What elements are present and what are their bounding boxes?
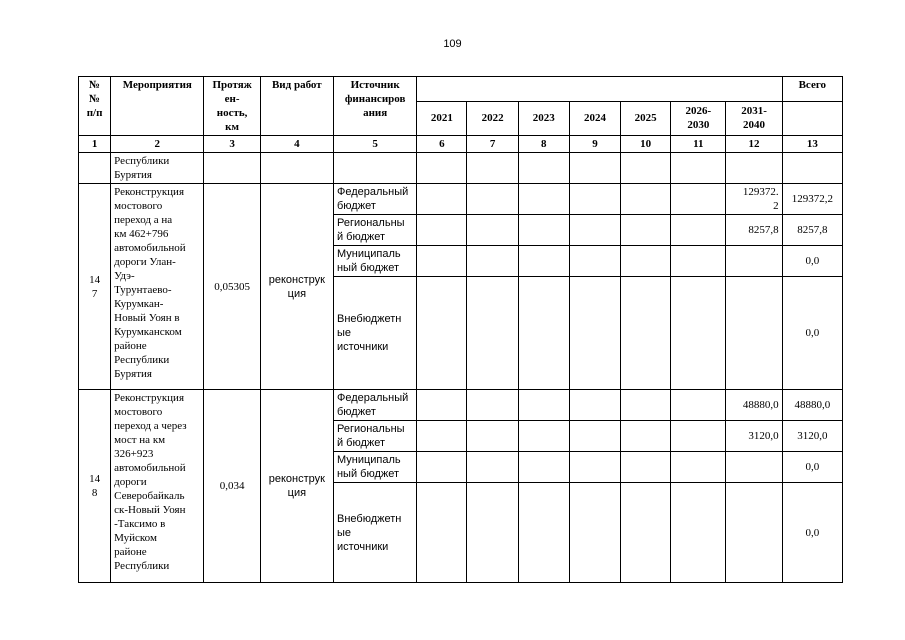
column-number: 4 [260,136,333,153]
header-funding-source: Источник финансиров ания [333,77,416,136]
table-row [79,184,843,215]
funding-source: Региональны й бюджет [333,421,416,452]
project-number: 14 8 [79,390,111,583]
value-2031-2040: 8257,8 [726,215,782,246]
column-number: 7 [467,136,518,153]
column-number: 1 [79,136,111,153]
continuation-text: Республики Бурятия [111,153,204,184]
header-measures: Мероприятия [111,77,204,136]
project-length: 0,034 [204,390,260,583]
column-number: 6 [417,136,467,153]
column-number: 11 [671,136,726,153]
project-number: 14 7 [79,184,111,390]
value-total: 0,0 [782,483,842,583]
financing-table [78,76,843,583]
value-total: 0,0 [782,246,842,277]
project-name: Реконструкция мостового переход а через мост на км 326+923 автомобильной дороги Северобайкаль ск-Новый Уоян -Таксимо в Муйском районе Республики [111,390,204,583]
funding-source: Региональны й бюджет [333,215,416,246]
header-years-group [417,77,782,102]
funding-source: Муниципаль ный бюджет [333,452,416,483]
column-number: 13 [782,136,842,153]
value-total: 0,0 [782,452,842,483]
header-year: 2024 [569,101,620,135]
column-number: 2 [111,136,204,153]
header-work-type: Вид работ [260,77,333,136]
column-number: 8 [518,136,569,153]
header-length: Протяж ен- ность, км [204,77,260,136]
header-total-empty [782,101,842,135]
value-2031-2040 [726,277,782,390]
funding-source: Внебюджетн ые источники [333,277,416,390]
funding-source: Федеральный бюджет [333,184,416,215]
funding-source: Федеральный бюджет [333,390,416,421]
value-2031-2040: 48880,0 [726,390,782,421]
header-year: 2031- 2040 [726,101,782,135]
column-number: 3 [204,136,260,153]
header-year: 2021 [417,101,467,135]
column-numbers-row [79,136,843,153]
value-total: 48880,0 [782,390,842,421]
header-year: 2022 [467,101,518,135]
header-year: 2023 [518,101,569,135]
header-year: 2026- 2030 [671,101,726,135]
funding-source: Внебюджетн ые источники [333,483,416,583]
project-work-type: реконструк ция [260,390,333,583]
table-row [79,390,843,421]
value-2031-2040 [726,246,782,277]
funding-source: Муниципаль ный бюджет [333,246,416,277]
page-number: 109 [443,38,462,50]
value-total: 0,0 [782,277,842,390]
continuation-row [79,153,843,184]
value-2031-2040 [726,483,782,583]
value-2031-2040: 129372. 2 [726,184,782,215]
project-length: 0,05305 [204,184,260,390]
column-number: 9 [569,136,620,153]
column-number: 10 [621,136,671,153]
header-year: 2025 [621,101,671,135]
value-2031-2040: 3120,0 [726,421,782,452]
value-total: 129372,2 [782,184,842,215]
project-name: Реконструкция мостового переход а на км 462+796 автомобильной дороги Улан- Удэ- Турунтаево- Курумкан- Новый Уоян в Курумканском районе Республики Бурятия [111,184,204,390]
value-2031-2040 [726,452,782,483]
value-total: 8257,8 [782,215,842,246]
header-row-number: № № п/п [79,77,111,136]
column-number: 12 [726,136,782,153]
header-total: Всего [782,77,842,102]
header-row [79,77,843,102]
project-work-type: реконструк ция [260,184,333,390]
column-number: 5 [333,136,416,153]
value-total: 3120,0 [782,421,842,452]
